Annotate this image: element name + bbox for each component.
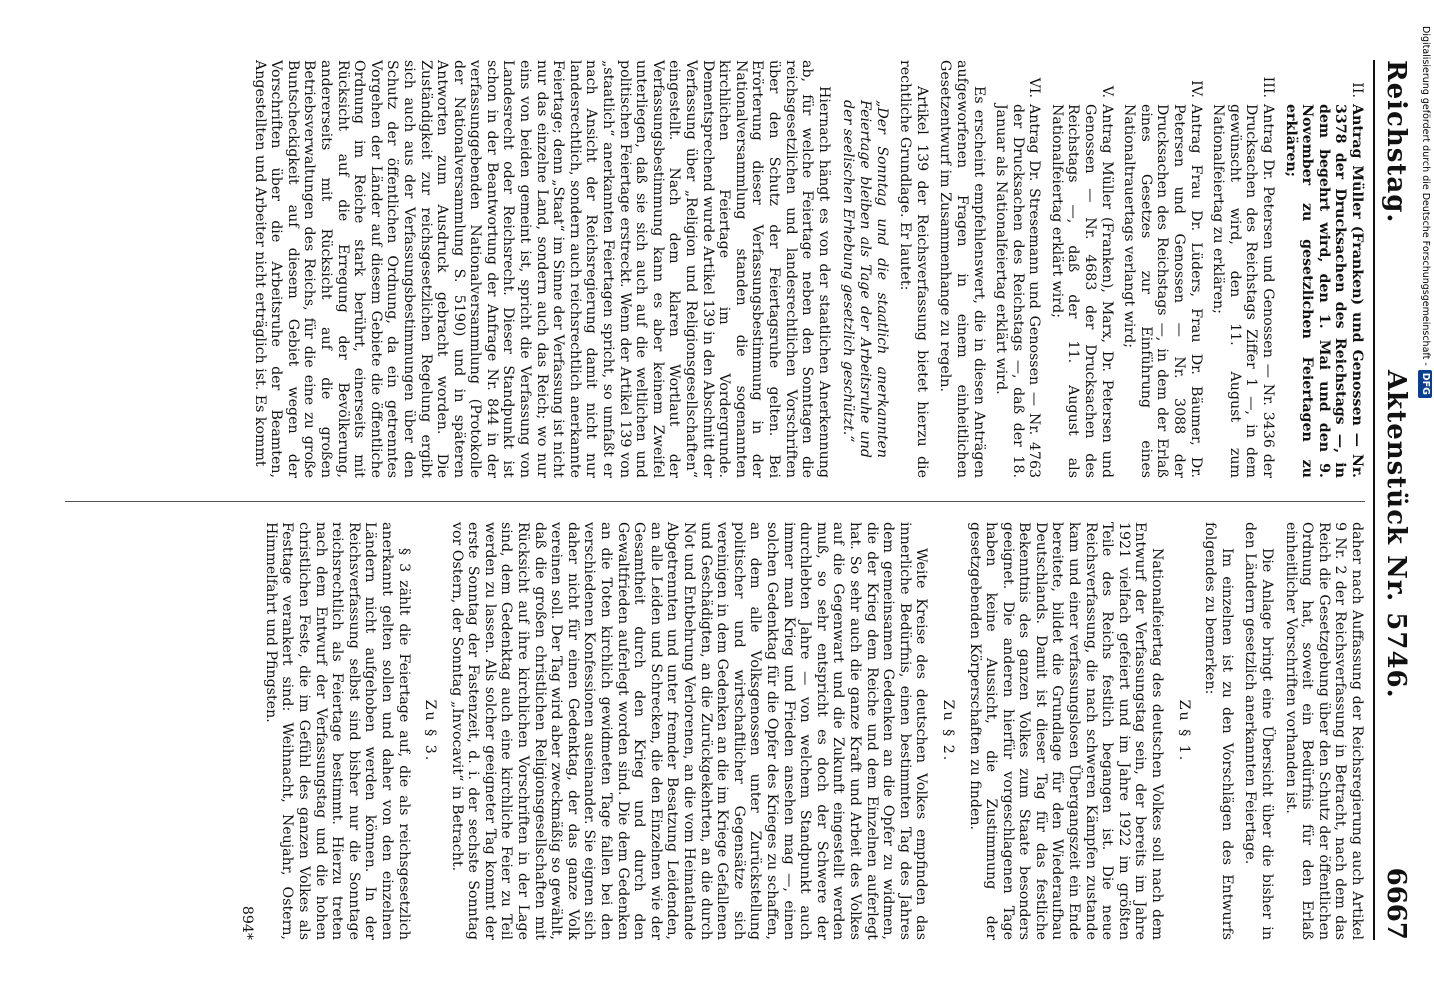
- page-number: 6667: [1381, 867, 1411, 940]
- item-text: Antrag Dr. Petersen und Genossen — Nr. 3436 der Drucksachen des Reichstags Ziffer 1 —, in dem gewünscht wird, den 11. August zum Nationalfeiertag zu erklären;: [1210, 104, 1277, 478]
- funding-text: Digitalisierung gefördert durch die Deutsche Forschungsgemeinschaft -: [1420, 26, 1431, 366]
- section-heading: Zu § 1.: [1175, 699, 1192, 763]
- rotated-page-content: [65, 60, 1415, 940]
- sheet-signature: 894*: [239, 905, 256, 940]
- item-number: IV.: [1187, 80, 1204, 98]
- item-number: III.: [1260, 76, 1277, 98]
- item-text: Antrag Müller (Franken), Marx, Dr. Petersen und Genossen — Nr. 4683 der Drucksachen des Reichstags —, daß der 11. August als Nationalfeiertag erklärt wird;: [1048, 104, 1115, 478]
- paragraph: daher nach Auffassung der Reichsregierung auch Artikel 9 Nr. 2 der Reichsverfassung in Betracht, nach dem das Reich die Gesetzgebung über den Schutz der öffentlichen Ordnung hat, soweit ein Bedürfnis für den Erlaß einheitlicher Vorschriften vorhanden ist.: [1282, 522, 1365, 940]
- constitution-quote: „Der Sonntag und die staatlich anerkannten Feiertage bleiben als Tage der Arbeitsruhe und der seelischen Erhebung gesetzlich geschützt.“: [840, 100, 890, 458]
- paragraph: Die Anlage bringt eine Übersicht über die bisher in den Ländern gesetzlich anerkannten Feiertage.: [1242, 522, 1276, 940]
- paragraph: § 3 zählt die Feiertage auf, die als reichsgesetzlich anerkannt gelten sollen und daher von den einzelnen Ländern nicht aufgehoben werden können. In der Reichsverfassung selbst sind bisher nur die Sonntage reichsrechtlich als Feiertage bestimmt. Hierzu treten nach dem Entwurf der Verfassungstag und die hohen christlichen Feste, die im Gefühl des ganzen Volkes als Festtage verankert sind: Weihnacht, Neujahr, Ostern, Himmelfahrt und Pfingsten.: [262, 522, 412, 940]
- left-column: [244, 60, 1365, 478]
- list-item: [1121, 60, 1204, 478]
- column-divider: [65, 501, 1365, 502]
- item-text: Antrag Müller (Franken) und Genossen — Nr. 3378 der Drucksachen des Reichstags —, in dem begehrt wird, den 1. Mai und den 9. November zu gesetzlichen Feiertagen zu erklären;: [1282, 104, 1365, 478]
- list-item: [1210, 60, 1276, 478]
- right-column: [239, 522, 1365, 940]
- item-text: Antrag Frau Dr. Lüders, Frau Dr. Bäumer, Dr. Petersen und Genossen — Nr. 3088 der Drucksachen des Reichstags —, in dem der Erlaß eines Gesetzes zur Einführung eines Nationaltrauertags verlangt wird;: [1121, 104, 1204, 478]
- list-item: [1048, 60, 1114, 478]
- header-rule: [1373, 60, 1375, 940]
- paragraph: Es erscheint empfehlenswert, die in diesen Anträgen aufgeworfenen Fragen in einem einheitlichen Gesetzentwurf im Zusammenhange zu regeln.: [937, 60, 987, 478]
- running-head: [1377, 60, 1415, 940]
- running-head-left: Reichstag.: [1381, 60, 1411, 224]
- item-number: VI.: [1026, 77, 1043, 98]
- item-text: Antrag Dr. Stresemann und Genossen — Nr. 4763 der Drucksachen des Reichstags —, daß der 18. Januar als Nationalfeiertag erklärt wird.: [993, 104, 1043, 478]
- list-item: [1282, 60, 1365, 478]
- running-head-center: Aktenstück Nr. 5746.: [1381, 370, 1411, 699]
- paragraph: Weite Kreise des deutschen Volkes empfinden das innerliche Bedürfnis, einen bestimmten Tag des Jahres dem gemeinsamen Gedenken an die Opfer zu widmen, die der Krieg dem Reiche und dem Einzelnen auferlegt hat. So sehr auch die ganze Kraft und Arbeit des Volkes auf die Gegenwart und die Zukunft eingestellt werden muß, so sehr entspricht es doch der Schwere der durchlebten Jahre — von welchem Standpunkt auch immer man Krieg und Frieden ansehen mag —, einen solchen Gedenktag für die Opfer des Krieges zu schaffen, an dem alle Volksgenossen unter Zurückstellung politischer und wirtschaftlicher Gegensätze sich vereinigen in dem Gedenken an die im Kriege Gefallenen und Geschädigten, an die Zurückgekehrten, an die durch Not und Entbehrung Verlorenen, an die vom Heimatlande Abgetrennten und unter fremder Besatzung Leidenden, an alle Leiden und Schrecken, die den Einzelnen wie der Gesamtheit durch den Krieg und durch den Gewaltfrieden auferlegt worden sind. Die dem Gedenken an die Toten kirchlich gewidmeten Tage fallen bei den verschiedenen Konfessionen auseinander. Sie eignen sich daher nicht für einen Gedenktag, der das ganze Volk vereinen soll. Der Tag wird aber zweckmäßig so gewählt, daß die großen christlichen Religionsgesellschaften mit Rücksicht auf ihre kirchlichen Vorschriften in der Lage sind, dem Gedenktag auch eine kirchliche Feier zu Teil werden zu lassen. Als solcher geeigneter Tag kommt der erste Sonntag der Fastenzeit, d. i. der sechste Sonntag vor Ostern, der Sonntag „Invocavit“ in Betracht.: [448, 522, 930, 940]
- section-heading: Zu § 3.: [422, 699, 439, 763]
- paragraph: Im einzelnen ist zu den Vorschlägen des Entwurfs folgendes zu bemerken:: [1202, 522, 1235, 940]
- list-item: [993, 60, 1043, 478]
- paragraph: Artikel 139 der Reichsverfassung bietet hierzu die rechtliche Grundlage. Er lautet:: [897, 60, 930, 478]
- item-number: V.: [1098, 85, 1115, 98]
- digitization-note: [1418, 26, 1432, 986]
- item-number: II.: [1349, 82, 1365, 98]
- paragraph: Nationalfeiertag des deutschen Volkes soll nach dem Entwurf der Verfassungstag sein, der bereits im Jahre 1921 vielfach gefeiert und im Jahre 1922 im größten Teile des Reichs festlich begangen ist. Die neue Reichsverfassung, die nach schweren Kämpfen zustande kam und einer verfassungslosen Übergangszeit ein Ende bereitete, bildet die Grundlage für den Wiederaufbau Deutschlands. Damit ist dieser Tag für das festliche Bekenntnis des ganzen Volkes zum Staate besonders geeignet. Die anderen hierfür vorgeschlagenen Tage haben keine Aussicht, die Zustimmung der gesetzgebenden Körperschaften zu finden.: [966, 522, 1166, 940]
- section-heading: Zu § 2.: [939, 699, 956, 763]
- digitization-note-text: [1418, 26, 1432, 986]
- paragraph: Hiernach hängt es von der staatlichen Anerkennung ab, für welche Feiertage neben den Sonntagen die reichsgesetzlichen und landesrechtlichen Vorschriften über den Schutz der Feiertagsruhe gelten. Bei Erörterung dieser Verfassungsbestimmung in der Nationalversammlung standen die sogenannten kirchlichen Feiertage im Vordergrunde. Dementsprechend wurde Artikel 139 in den Abschnitt der Verfassung über „Religion und Religionsgesellschaften“ eingestellt. Nach dem klaren Wortlaut der Verfassungsbestimmung kann es aber keinem Zweifel unterliegen, daß sie sich auch auf die weltlichen und politischen Feiertage erstreckt. Wenn der Artikel 139 von „staatlich“ anerkannten Feiertagen spricht, so umfaßt er nach Ansicht der Reichsregierung damit nicht nur landesrechtlich, sondern auch reichsrechtlich anerkannte Feiertage; denn „Staat“ im Sinne der Verfassung ist nicht nur das einzelne Land, sondern auch das Reich; wo nur eins von beiden gemeint ist, spricht die Verfassung von Landesrecht oder Reichsrecht. Dieser Standpunkt ist schon in der Beantwortung der Anfrage Nr. 844 in der verfassunggebenden Nationalversammlung (Protokolle der Nationalversammlung S. 5190) und in späteren Antworten zum Ausdruck gebracht worden. Die Zuständigkeit zur reichsgesetzlichen Regelung ergibt sich auch aus der Verfassungsbestimmungen über den Schutz der öffentlichen Ordnung, da ein getrenntes Vorgehen der Länder auf diesem Gebiete die öffentliche Ordnung im Reiche stark berührt, einerseits mit Rücksicht auf die Erregung der Bevölkerung, andererseits mit Rücksicht auf die großen Betriebsverwaltungen des Reichs, für die eine zu große Buntscheckigkeit auf diesem Gebiet wegen der Vorschriften über die Arbeitsruhe der Beamten, Angestellten und Arbeiter nicht erträglich ist. Es kommt: [251, 60, 832, 479]
- dfg-logo: DFG: [1418, 370, 1432, 398]
